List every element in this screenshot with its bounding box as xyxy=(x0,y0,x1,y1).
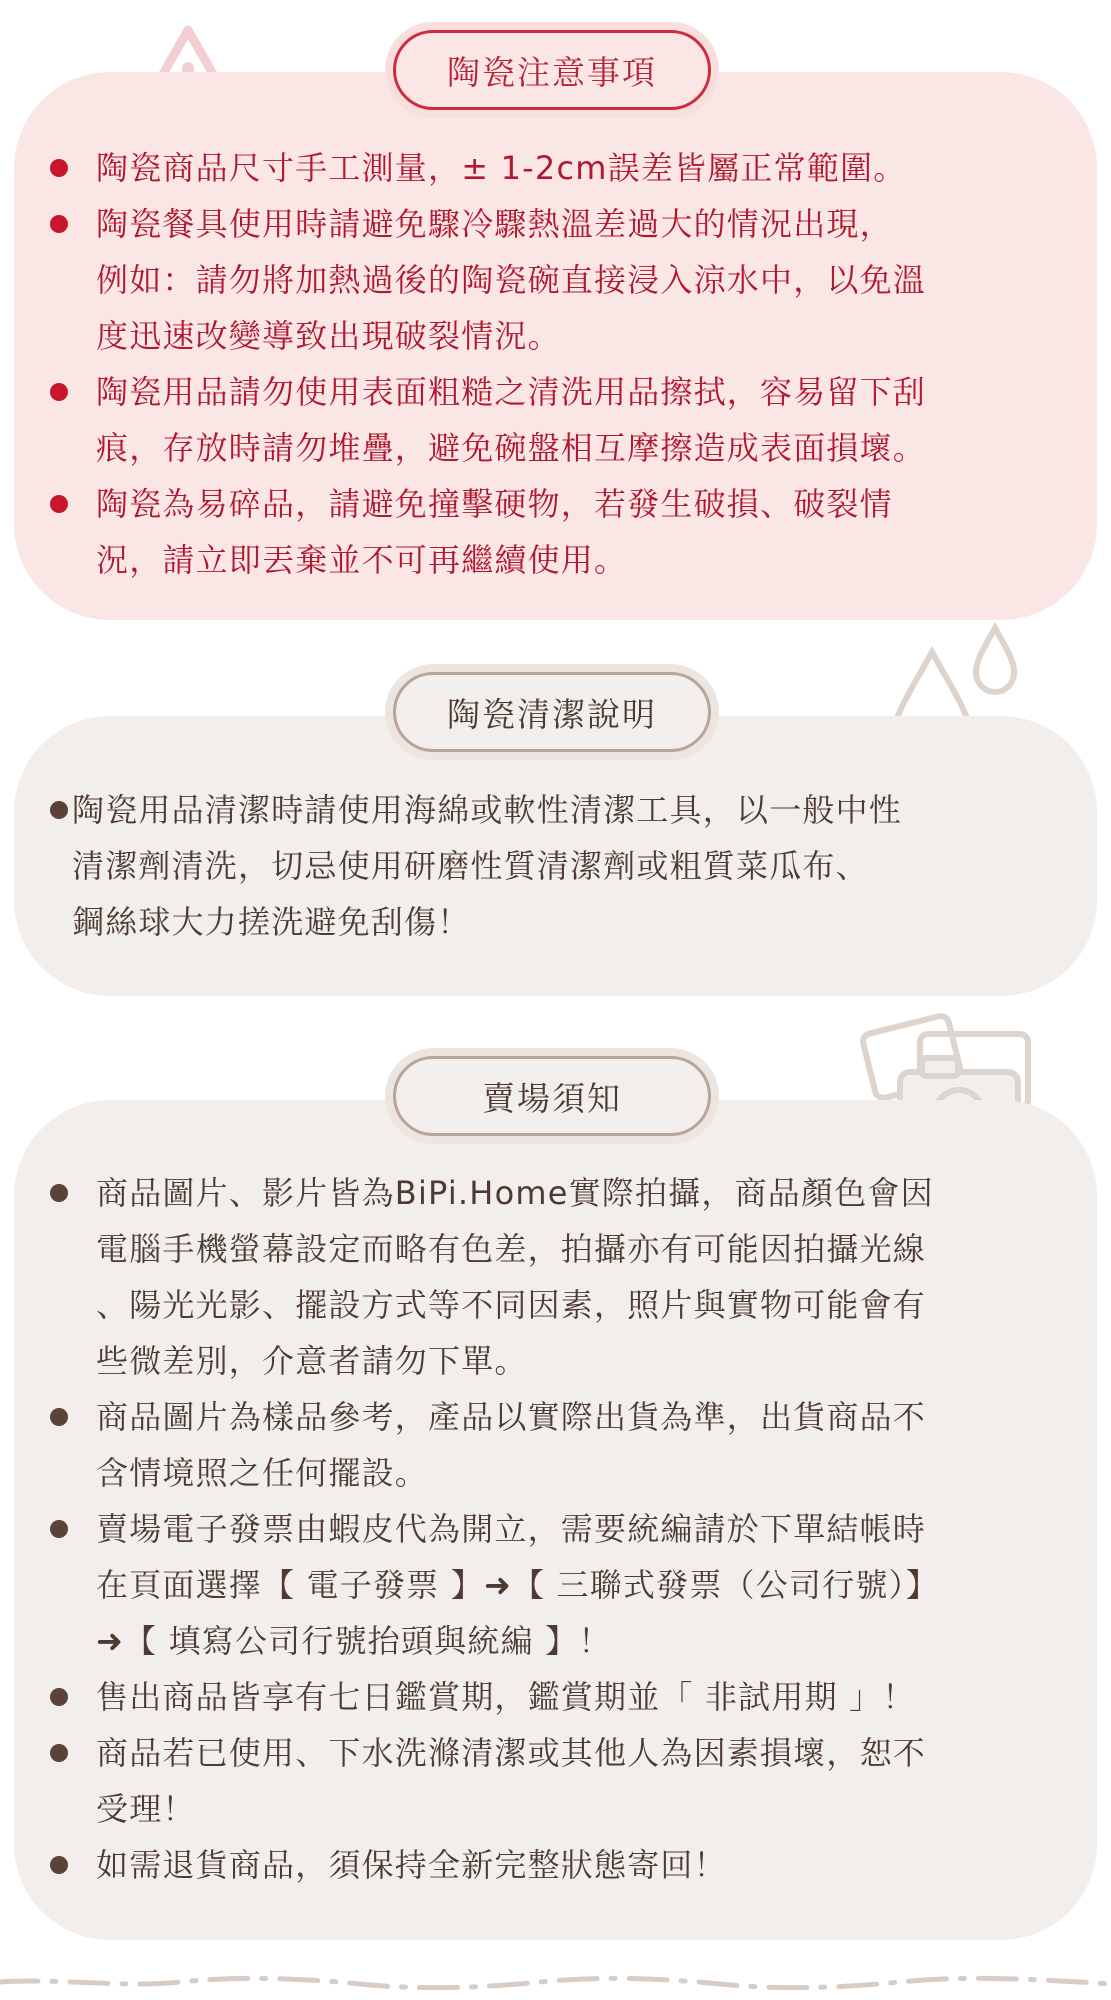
list-item: 陶瓷餐具使用時請避免驟冷驟熱溫差過大的情況出現， 例如：請勿將加熱過後的陶瓷碗直接浸入涼水中，以免溫 度迅速改變導致出現破裂情況。 xyxy=(50,196,926,364)
bullet-dot xyxy=(50,1184,68,1202)
list-item: 陶瓷商品尺寸手工測量，± 1-2cm誤差皆屬正常範圍。 xyxy=(50,140,926,196)
list-item: 如需退貨商品，須保持全新完整狀態寄回！ xyxy=(50,1837,939,1893)
list-item: 陶瓷為易碎品，請避免撞擊硬物，若發生破損、破裂情 況，請立即丟棄並不可再繼續使用。 xyxy=(50,476,926,588)
bullet-dot xyxy=(50,1408,68,1426)
store-notice-title: 賣場須知 xyxy=(393,1056,711,1136)
ceramic-notes-list xyxy=(50,140,926,588)
bullet-dot xyxy=(50,495,68,513)
store-notice-list xyxy=(50,1165,939,1893)
list-item: 賣場電子發票由蝦皮代為開立，需要統編請於下單結帳時 在頁面選擇【 電子發票 】➜【 三聯式發票（公司行號）】 ➜【 填寫公司行號抬頭與統編 】！ xyxy=(50,1501,939,1669)
bullet-dot xyxy=(50,159,68,177)
bullet-dot xyxy=(50,1856,68,1874)
bullet-dot xyxy=(50,215,68,233)
ceramic-cleaning-title: 陶瓷清潔說明 xyxy=(393,672,711,752)
bullet-dot xyxy=(50,801,68,819)
list-item: 陶瓷用品清潔時請使用海綿或軟性清潔工具，以一般中性 清潔劑清洗，切忌使用研磨性質清潔劑或粗質菜瓜布、 鋼絲球大力搓洗避免刮傷！ xyxy=(50,782,902,950)
bullet-dot xyxy=(50,1744,68,1762)
bullet-dot xyxy=(50,1688,68,1706)
bullet-dot xyxy=(50,1520,68,1538)
ceramic-cleaning-list xyxy=(50,782,902,950)
list-item: 商品圖片為樣品參考，產品以實際出貨為準，出貨商品不 含情境照之任何擺設。 xyxy=(50,1389,939,1501)
list-item: 商品若已使用、下水洗滌清潔或其他人為因素損壞，恕不 受理！ xyxy=(50,1725,939,1837)
list-item: 售出商品皆享有七日鑑賞期，鑑賞期並「 非試用期 」！ xyxy=(50,1669,939,1725)
list-item: 陶瓷用品請勿使用表面粗糙之清洗用品擦拭，容易留下刮 痕，存放時請勿堆疊，避免碗盤相互摩擦造成表面損壞。 xyxy=(50,364,926,476)
bullet-dot xyxy=(50,383,68,401)
list-item: 商品圖片、影片皆為BiPi.Home實際拍攝，商品顏色會因 電腦手機螢幕設定而略有色差，拍攝亦有可能因拍攝光線 、陽光光影、擺設方式等不同因素，照片與實物可能會有 些微差別，介意者請勿下單。 xyxy=(50,1165,939,1389)
ceramic-notes-title: 陶瓷注意事項 xyxy=(393,30,711,110)
dashed-divider xyxy=(0,1972,1111,1996)
